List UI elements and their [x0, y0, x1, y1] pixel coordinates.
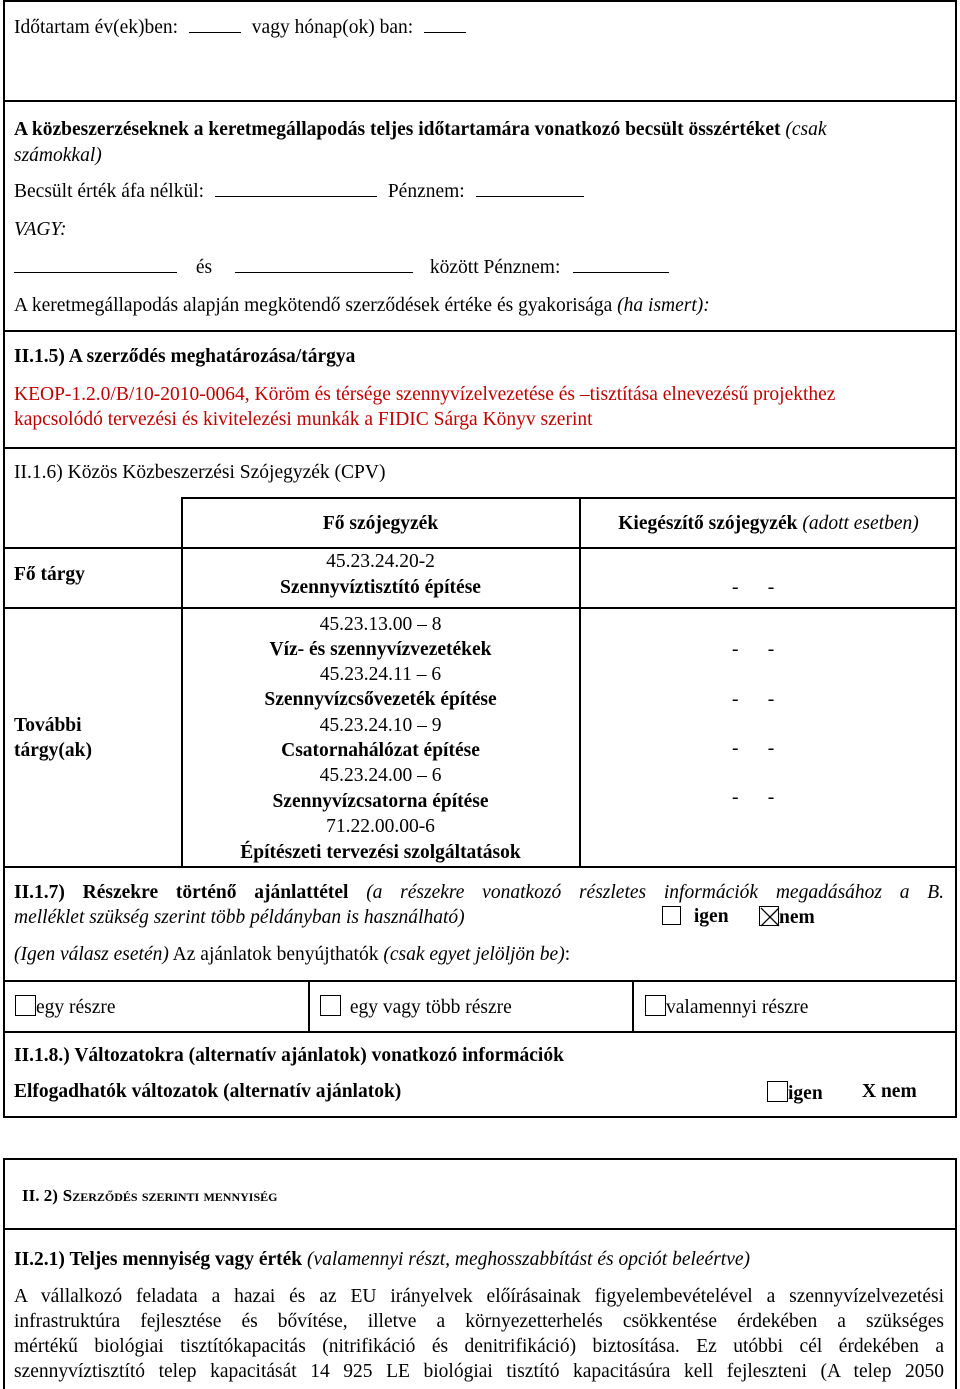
additional-desc: Építészeti tervezési szolgáltatások [240, 842, 521, 863]
s2-frame-divider [3, 1228, 957, 1230]
framework-heading [14, 119, 827, 141]
additional-desc: Csatornahálózat építése [281, 740, 480, 761]
currency-input[interactable] [476, 181, 584, 197]
variants-yes-checkbox[interactable] [767, 1081, 788, 1102]
or-label: VAGY: [14, 219, 67, 240]
additional-label-1: További [14, 715, 82, 736]
parts-no-label: nem [779, 907, 815, 928]
option-all-parts-checkbox[interactable] [645, 995, 666, 1016]
main-code: 45.23.24.20-2 [326, 551, 435, 572]
section-221-body-line: szennyvíztisztító telep kapacitását 14 925 LE biológiai tisztító kapacitásúra kell fejleszteni (A telep 2050 [14, 1361, 944, 1382]
duration-row [14, 17, 466, 39]
option-all-parts[interactable] [645, 995, 808, 1019]
cpv-table-col-line [579, 497, 581, 867]
option-one-or-more-checkbox[interactable] [320, 995, 341, 1016]
x-mark-icon [760, 907, 780, 927]
section-117-heading: II.1.7) Részekre történő ajánlattétel [14, 882, 349, 903]
framework-heading-bold: A közbeszerzéseknek a keretmegállapodás teljes időtartamára vonatkozó becsült összértéket [14, 119, 781, 140]
variants-yes-option[interactable] [767, 1081, 823, 1105]
options-col-line [632, 980, 634, 1032]
additional-code: 45.23.24.10 – 9 [319, 715, 442, 736]
main-subject-label: Fő tárgy [14, 564, 85, 585]
options-col-line [308, 980, 310, 1032]
estimate-row [14, 181, 584, 203]
parts-no-checkbox[interactable] [759, 906, 779, 926]
if-yes-italic2: (csak egyet jelöljön be) [383, 944, 565, 965]
section-221-heading-row [14, 1249, 750, 1271]
section-117-line1 [14, 882, 944, 904]
framework-heading-italic: (csak [785, 119, 827, 140]
section-2-heading-text: Szerződés szerinti mennyiség [62, 1186, 278, 1205]
parts-no-option[interactable] [759, 906, 815, 929]
variants-no-label: X nem [862, 1081, 917, 1102]
between-currency-label: között Pénznem: [429, 257, 561, 278]
s2-frame-left [3, 1158, 5, 1389]
option-one-part-checkbox[interactable] [15, 995, 36, 1016]
section-221-heading: II.2.1) Teljes mennyiség vagy érték [14, 1249, 303, 1270]
parts-yes-checkbox[interactable] [662, 906, 681, 925]
cpv-col-supp-italic: (adott esetben) [802, 513, 919, 534]
range-from-input[interactable] [14, 257, 177, 273]
section-2-heading-num: II. 2) [22, 1186, 58, 1205]
section-115-body-line2: kapcsolódó tervezési és kivitelezési munkák a FIDIC Sárga Könyv szerint [14, 409, 593, 430]
cpv-col-supp-header [580, 513, 957, 535]
if-yes-colon: : [564, 944, 571, 965]
additional-label-2: tárgy(ak) [14, 740, 92, 761]
range-to-input[interactable] [235, 257, 413, 273]
option-one-part[interactable] [15, 995, 116, 1019]
additional-desc: Szennyvízcsatorna építése [272, 791, 489, 812]
parts-yes-label: igen [693, 906, 729, 927]
section-117-line2 [14, 907, 465, 929]
range-row [14, 257, 669, 279]
s2-frame-right [955, 1158, 957, 1389]
estimate-label: Becsült érték áfa nélkül: [14, 181, 205, 202]
options-bottom-line [5, 1031, 957, 1033]
section-115-heading: II.1.5) A szerződés meghatározása/tárgya [14, 346, 356, 367]
months-input[interactable] [424, 17, 466, 33]
frame-left-line [3, 0, 5, 1118]
section-221-body-line: mértékű biológiai tisztítókapacitás (nitrifikáció és denitrifikáció) biztosítása. Ez utóbbi cél érdekében a [14, 1336, 944, 1357]
option-one-part-label: egy részre [36, 997, 116, 1018]
additional-supp: - - [732, 689, 775, 710]
section-221-body-line: A vállalkozó feladata a hazai és az EU irányelvek előírásainak figyelembevételével a szennyvízelvezetési [14, 1286, 944, 1307]
variants-accepted-label: Elfogadhatók változatok (alternatív ajánlatok) [14, 1081, 402, 1102]
additional-desc: Szennyvízcsővezeték építése [264, 689, 497, 710]
main-supp: - - [732, 577, 775, 598]
additional-supp: - - [732, 639, 775, 660]
additional-supp: - - [732, 787, 775, 808]
additional-code: 45.23.13.00 – 8 [319, 614, 442, 635]
contract-value-label: A keretmegállapodás alapján megkötendő szerződések értéke és gyakorisága [14, 295, 613, 316]
additional-desc: Víz- és szennyvízvezetékek [269, 639, 492, 660]
option-one-or-more[interactable] [320, 995, 512, 1019]
frame-divider [3, 447, 957, 449]
additional-supp: - - [732, 738, 775, 759]
estimate-input[interactable] [215, 181, 377, 197]
frame-bottom-line [3, 1116, 957, 1118]
s2-frame-top [3, 1158, 957, 1160]
option-all-parts-label: valamennyi részre [666, 997, 809, 1018]
duration-months-label: vagy hónap(ok) ban: [251, 17, 414, 38]
cpv-table-top [181, 497, 957, 499]
section-118-heading: II.1.8.) Változatokra (alternatív ajánlatok) vonatkozó információk [14, 1045, 564, 1066]
if-yes-row [14, 944, 570, 966]
cpv-table-header-line [5, 547, 957, 549]
cpv-col-supp-bold: Kiegészítő szójegyzék [618, 513, 798, 534]
years-input[interactable] [189, 17, 241, 33]
cpv-table-bottom [5, 866, 957, 868]
range-currency-input[interactable] [573, 257, 669, 273]
section-221-italic: (valamennyi részt, meghosszabbítást és opciót beleértve) [307, 1249, 751, 1270]
additional-code: 45.23.24.00 – 6 [319, 765, 442, 786]
cpv-col-main-header: Fő szójegyzék [322, 513, 439, 534]
additional-code: 45.23.24.11 – 6 [319, 664, 442, 685]
frame-top-line [3, 0, 957, 2]
and-label: és [195, 257, 213, 278]
additional-code: 71.22.00.00-6 [326, 816, 435, 837]
frame-divider [3, 100, 957, 102]
frame-right-line [955, 0, 957, 1118]
option-one-or-more-label: egy vagy több részre [349, 997, 512, 1018]
if-yes-italic: (Igen válasz esetén) [14, 944, 169, 965]
section-117-italic2: melléklet szükség szerint több példányban is használható) [14, 907, 465, 928]
contract-value-italic: (ha ismert): [617, 295, 710, 316]
main-desc: Szennyvíztisztító építése [280, 577, 481, 598]
section-115-body-line1: KEOP-1.2.0/B/10-2010-0064, Köröm és térsége szennyvízelvezetése és –tisztítása elnevezésű projekthez [14, 384, 836, 405]
currency-label: Pénznem: [387, 181, 465, 202]
if-yes-text: Az ajánlatok benyújthatók [172, 944, 379, 965]
section-117-italic1: (a részekre vonatkozó részletes információk megadásához a B. [366, 882, 945, 903]
framework-heading-italic2: számokkal) [14, 145, 102, 166]
parts-yes-option[interactable] [662, 906, 729, 928]
contract-value-row [14, 295, 710, 317]
frame-divider [3, 330, 957, 332]
cpv-table-row-line [5, 607, 957, 609]
duration-years-label: Időtartam év(ek)ben: [14, 17, 179, 38]
options-top-line [5, 980, 957, 982]
section-116-heading: II.1.6) Közös Közbeszerzési Szójegyzék (CPV) [14, 462, 386, 483]
section-221-body-line: infrastruktúra fejlesztése és bővítése, illetve a környezetterhelés csökkentése érdekében a szükséges [14, 1311, 944, 1332]
section-2-heading [22, 1185, 277, 1207]
variants-yes-label: igen [788, 1083, 823, 1104]
